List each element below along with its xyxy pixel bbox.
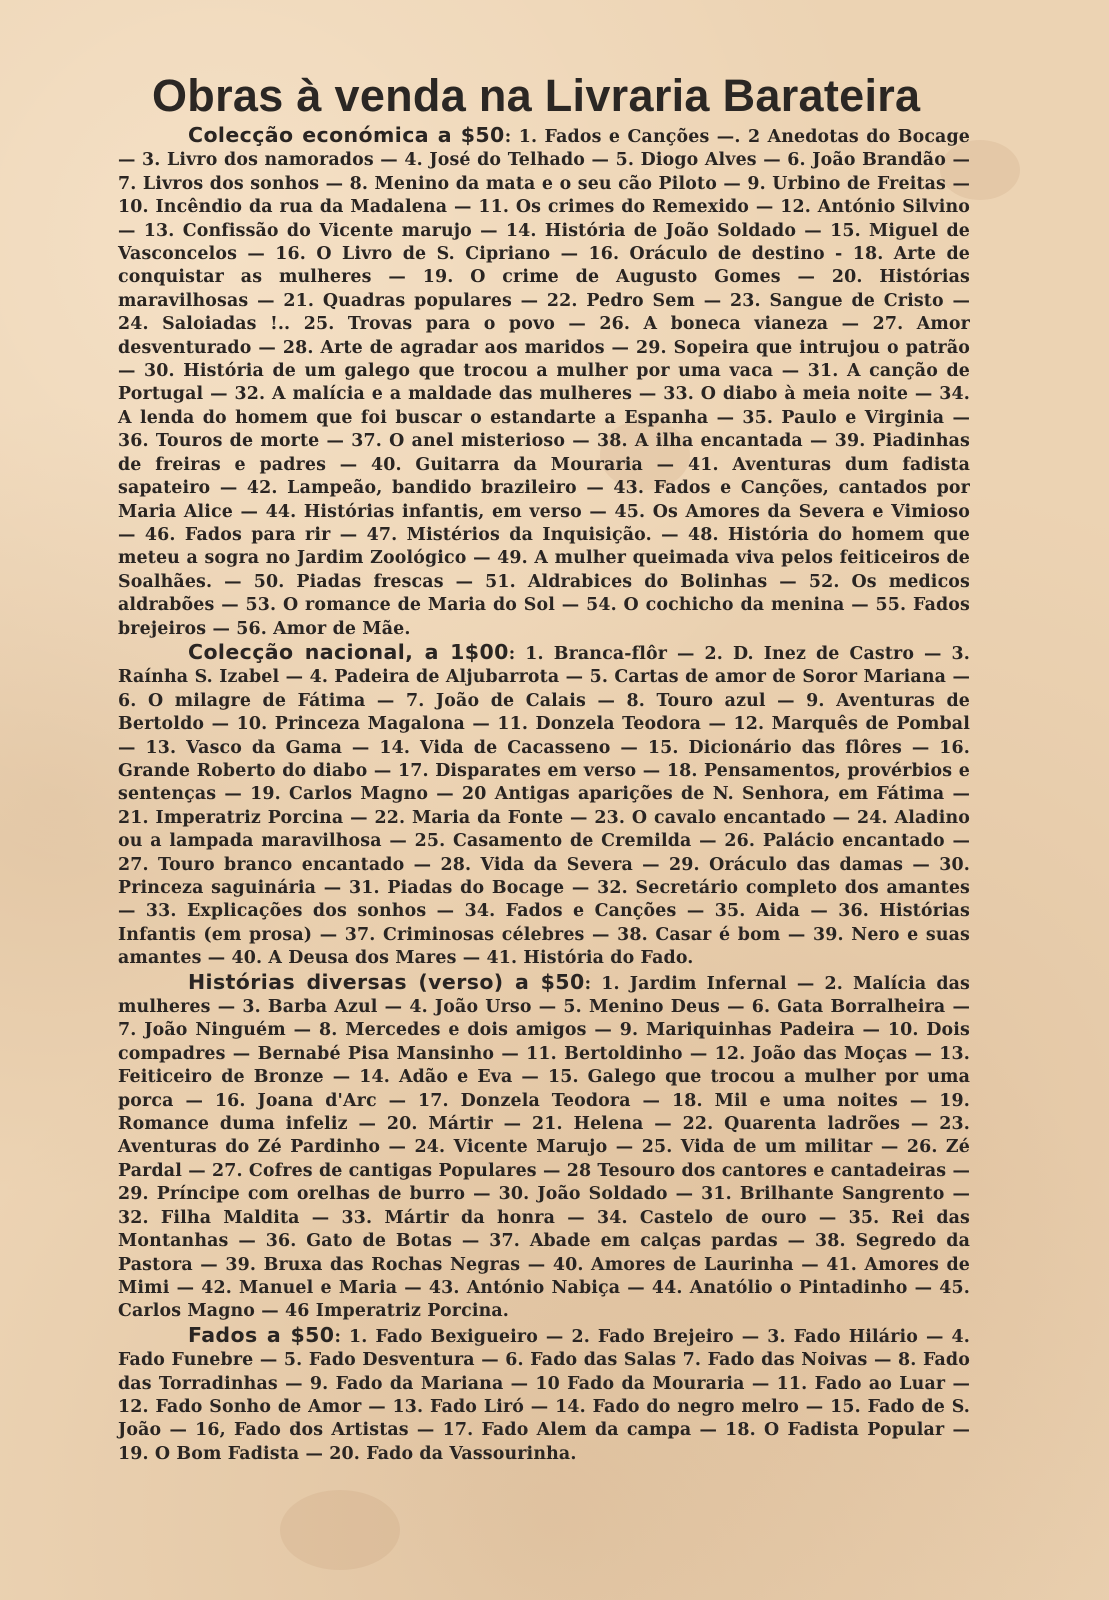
section-heading: Colecção económica a $50 (188, 123, 505, 147)
section-coleccao-nacional (118, 641, 970, 971)
section-heading: Colecção nacional, a 1$00 (188, 639, 509, 664)
section-heading: Fados a $50 (188, 1322, 335, 1347)
section-text: : 1. Fados e Canções —. 2 Anedotas do Bocage — 3. Livro dos namorados — 4. José do Telhado — 5. Diogo Alves — 6. João Brandão — 7. Livros dos sonhos — 8. Menino da mata e o seu cão Piloto — 9. Urbino de Freitas — 10. Incêndio da rua da Madalena — 11. Os crimes do Remexido — 12. António Silvino — 13. Confissão do Vicente marujo — 14. História de João Soldado — 15. Miguel de Vasconcelos — 16. O Livro de S. Cipriano — 16. Oráculo de destino - 18. Arte de conquistar as mulheres — 19. O crime de Augusto Gomes — 20. Histórias maravilhosas — 21. Quadras populares — 22. Pedro Sem — 23. Sangue de Cristo — 24. Saloiadas !.. 25. Trovas para o povo — 26. A boneca vianeza — 27. Amor desventurado — 28. Arte de agradar aos maridos — 29. Sopeira que intrujou o patrão — 30. História de um galego que trocou a mulher por uma vaca — 31. A canção de Portugal — 32. A malícia e a maldade das mulheres — 33. O diabo à meia noite — 34. A lenda do homem que foi buscar o estandarte a Espanha — 35. Paulo e Virginia — 36. Touros de morte — 37. O anel misterioso — 38. A ilha encantada — 39. Piadinhas de freiras e padres — 40. Guitarra da Mouraria — 41. Aventuras dum fadista sapateiro — 42. Lampeão, bandido brazileiro — 43. Fados e Canções, cantados por Maria Alice — 44. Histórias infantis, em verso — 45. Os Amores da Severa e Vimioso — 46. Fados para rir — 47. Mistérios da Inquisição. — 48. História do homem que meteu a sogra no Jardim Zoológico — 49. A mulher queimada viva pelos feiticeiros de Soalhães. — 50. Piadas frescas — 51. Aldrabices do Bolinhas — 52. Os medicos aldrabões — 53. O romance de Maria do Sol — 54. O cochicho da menina — 55. Fados brejeiros — 56. Amor de Mãe. (118, 127, 970, 639)
section-heading: Histórias diversas (verso) a $50 (188, 969, 585, 994)
section-text: : 1. Fado Bexigueiro — 2. Fado Brejeiro — 3. Fado Hilário — 4. Fado Funebre — 5. Fado Desventura — 6. Fado das Salas 7. Fado das Noivas — 8. Fado das Torradinhas — 9. Fado da Mariana — 10 Fado da Mouraria — 11. Fado ao Luar — 12. Fado Sonho de Amor — 13. Fado Liró — 14. Fado do negro melro — 15. Fado de S. João — 16, Fado dos Artistas — 17. Fado Alem da campa — 18. O Fadista Popular — 19. O Bom Fadista — 20. Fado da Vassourinha. (118, 1326, 970, 1464)
section-historias-diversas (118, 971, 970, 1324)
section-text: : 1. Branca-flôr — 2. D. Inez de Castro — 3. Raínha S. Izabel — 4. Padeira de Aljubarrota — 5. Cartas de amor de Soror Mariana — 6. O milagre de Fátima — 7. João de Calais — 8. Touro azul — 9. Aventuras de Bertoldo — 10. Princeza Magalona — 11. Donzela Teodora — 12. Marquês de Pombal — 13. Vasco da Gama — 14. Vida de Cacasseno — 15. Dicionário das flôres — 16. Grande Roberto do diabo — 17. Disparates em verso — 18. Pensamentos, provérbios e sentenças — 19. Carlos Magno — 20 Antigas aparições de N. Senhora, em Fátima — 21. Imperatriz Porcina — 22. Maria da Fonte — 23. O cavalo encantado — 24. Aladino ou a lampada maravilhosa — 25. Casamento de Cremilda — 26. Palácio encantado — 27. Touro branco encantado — 28. Vida da Severa — 29. Oráculo das damas — 30. Princeza saguinária — 31. Piadas do Bocage — 32. Secretário completo dos amantes — 33. Explicações dos sonhos — 34. Fados e Canções — 35. Aida — 36. Histórias Infantis (em prosa) — 37. Criminosas célebres — 38. Casar é bom — 39. Nero e suas amantes — 40. A Deusa dos Mares — 41. História do Fado. (118, 643, 970, 969)
page-title: Obras à venda na Livraria Barateira (152, 70, 921, 121)
section-fados (118, 1324, 970, 1466)
page-content (118, 70, 970, 1466)
section-text: : 1. Jardim Infernal — 2. Malícia das mulheres — 3. Barba Azul — 4. João Urso — 5. Menino Deus — 6. Gata Borralheira — 7. João Ninguém — 8. Mercedes e dois amigos — 9. Mariquinhas Padeira — 10. Dois compadres — Bernabé Pisa Mansinho — 11. Bertoldinho — 12. João das Moças — 13. Feiticeiro de Bronze — 14. Adão e Eva — 15. Galego que trocou a mulher por uma porca — 16. Joana d'Arc — 17. Donzela Teodora — 18. Mil e uma noites — 19. Romance duma infeliz — 20. Mártir — 21. Helena — 22. Quarenta ladrões — 23. Aventuras do Zé Pardinho — 24. Vicente Marujo — 25. Vida de um militar — 26. Zé Pardal — 27. Cofres de cantigas Populares — 28 Tesouro dos cantores e cantadeiras — 29. Príncipe com orelhas de burro — 30. João Soldado — 31. Brilhante Sangrento — 32. Filha Maldita — 33. Mártir da honra — 34. Castelo de ouro — 35. Rei das Montanhas — 36. Gato de Botas — 37. Abade em calças pardas — 38. Segredo da Pastora — 39. Bruxa das Rochas Negras — 40. Amores de Laurinha — 41. Amores de Mimi — 42. Manuel e Maria — 43. António Nabiça — 44. Anatólio o Pintadinho — 45. Carlos Magno — 46 Imperatriz Porcina. (118, 973, 970, 1322)
section-coleccao-economica (118, 124, 970, 641)
